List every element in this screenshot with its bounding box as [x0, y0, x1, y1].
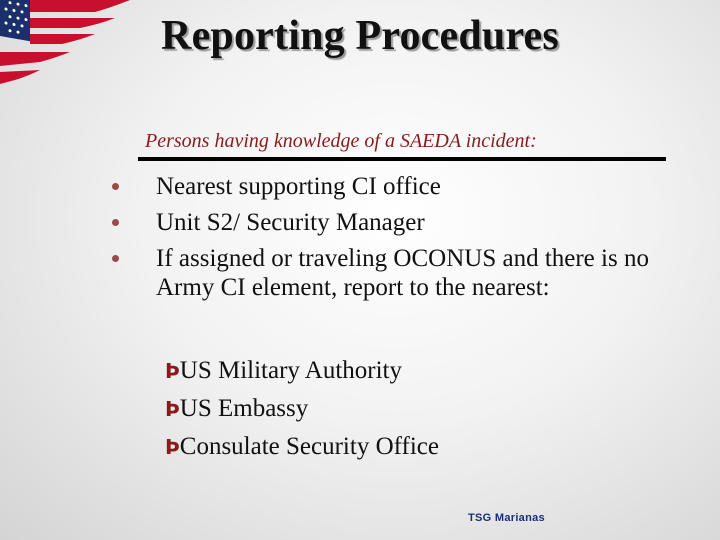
bullet-item — [112, 172, 712, 201]
bullet-text: Unit S2/ Security Manager — [156, 209, 425, 236]
bullet-dot-icon — [112, 219, 119, 226]
sub-bullet-item — [165, 432, 705, 462]
sub-bullet-list — [165, 356, 705, 470]
sub-bullet-marker-icon: Þ — [165, 397, 180, 421]
sub-bullet-marker-icon: Þ — [165, 435, 180, 459]
bullet-item — [112, 208, 712, 237]
sub-bullet-text: Consulate Security Office — [179, 433, 439, 460]
bullet-dot-icon — [112, 183, 119, 190]
sub-bullet-item — [165, 356, 705, 386]
sub-bullet-text: US Embassy — [179, 395, 309, 422]
subtitle-underline — [138, 157, 666, 161]
sub-bullet-marker-icon: Þ — [165, 359, 180, 383]
bullet-dot-icon — [112, 255, 119, 262]
sub-bullet-text: US Military Authority — [179, 357, 402, 384]
bullet-item — [112, 244, 712, 302]
slide-title: Reporting Procedures — [161, 13, 559, 59]
footer-label: TSG Marianas — [468, 512, 545, 524]
bullet-list — [112, 172, 712, 309]
bullet-text: If assigned or traveling OCONUS and there is no Army CI element, report to the nearest: — [156, 245, 649, 301]
slide-subtitle: Persons having knowledge of a SAEDA incident: — [145, 130, 537, 152]
bullet-text: Nearest supporting CI office — [156, 173, 441, 200]
sub-bullet-item — [165, 394, 705, 424]
